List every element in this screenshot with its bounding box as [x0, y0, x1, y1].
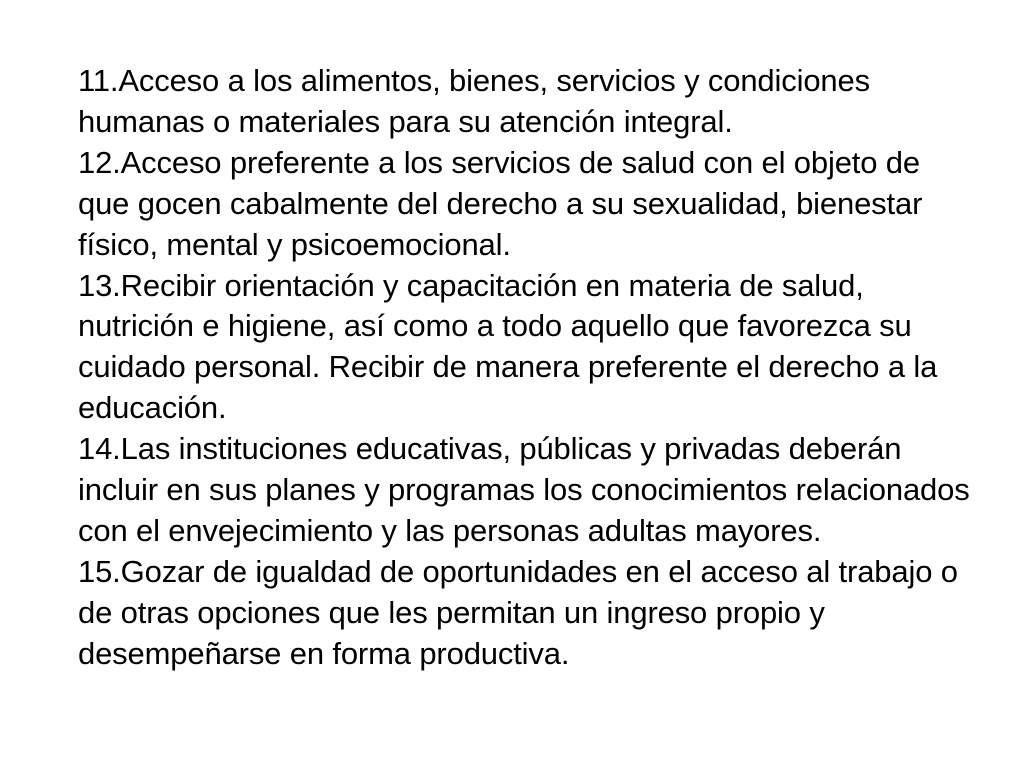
list-item-13: 13.Recibir orientación y capacitación en materia de salud, nutrición e higiene, así como a todo aquello que favorezca su cuidado personal. Recibir de manera preferente el derecho a la educación. — [78, 267, 938, 426]
list-item-12: 12.Acceso preferente a los servicios de salud con el objeto de que gocen cabalmente del derecho a su sexualidad, bienestar físico, mental y psicoemocional. — [78, 144, 923, 262]
list-item-11: 11.Acceso a los alimentos, bienes, servicios y condiciones humanas o materiales para su atención integral. — [78, 63, 870, 139]
list-item-14: 14.Las instituciones educativas, públicas y privadas deberán incluir en sus planes y programas los conocimientos relacionados con el envejecimiento y las personas adultas mayores. — [78, 431, 970, 548]
list-item-15: 15.Gozar de igualdad de oportunidades en el acceso al trabajo o de otras opciones que les permitan un ingreso propio y desempeñarse en forma productiva. — [78, 553, 958, 671]
rights-list — [78, 61, 978, 675]
